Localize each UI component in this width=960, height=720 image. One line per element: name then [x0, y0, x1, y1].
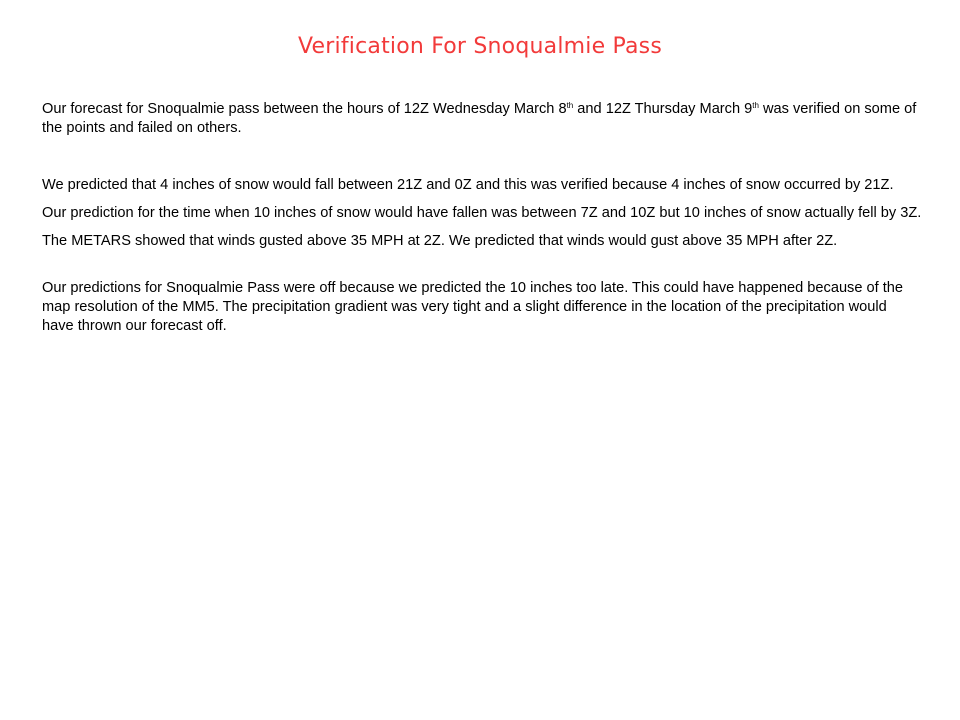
paragraph-conclusion: Our predictions for Snoqualmie Pass were off because we predicted the 10 inches too late. This could have happened because of the map resolution of the MM5. The precipitation gradient was very tight and a slight difference in the location of the precipitation would have thrown our forecast off.	[42, 280, 904, 334]
slide-body	[42, 100, 922, 336]
paragraph-snow-prediction: We predicted that 4 inches of snow would fall between 21Z and 0Z and this was verified because 4 inches of snow occurred by 21Z.	[42, 177, 894, 193]
paragraph-ten-inch-prediction: Our prediction for the time when 10 inches of snow would have fallen was between 7Z and 10Z but 10 inches of snow actually fell by 3Z.	[42, 205, 922, 221]
paragraph-forecast-summary	[42, 100, 922, 138]
paragraph-text: was verified on some of the points and failed on others.	[42, 101, 917, 136]
superscript: th	[566, 101, 574, 110]
superscript: th	[752, 101, 759, 110]
paragraph-text: Our forecast for Snoqualmie pass between the hours of 12Z Wednesday March 8	[42, 101, 567, 117]
slide-title: Verification For Snoqualmie Pass	[298, 34, 662, 59]
paragraph-text: and 12Z Thursday March 9	[573, 101, 753, 117]
paragraph-wind-gusts: The METARS showed that winds gusted above 35 MPH at 2Z. We predicted that winds would gust above 35 MPH after 2Z.	[42, 233, 838, 249]
